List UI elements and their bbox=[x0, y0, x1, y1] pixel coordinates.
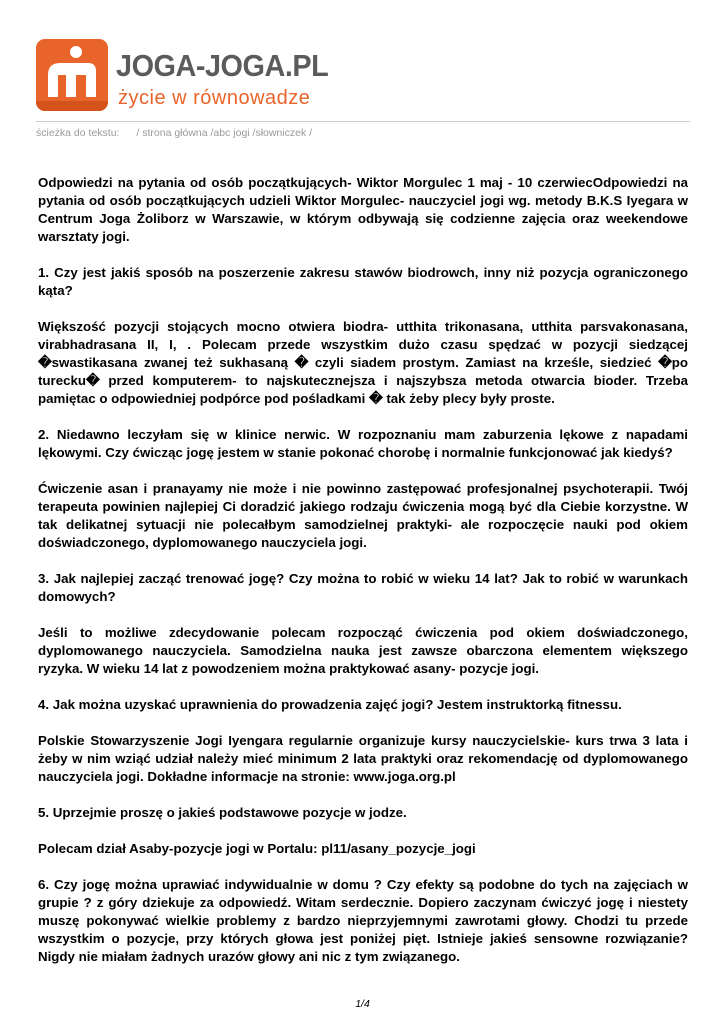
question-6: 6. Czy jogę można uprawiać indywidualnie w domu ? Czy efekty są podobne do tych na zajęciach w grupie ? z góry dziekuje za odpowiedź. Witam serdecznie. Dopiero zaczynam ćwiczyć jogę i niestety muszę pokonywać wielkie problemy z bardzo nieprzyjemnymi zawrotami głowy. Chodzi tu przede wszystkim o pozycje, przy których głowa jest poniżej pięt. Istnieje jakieś sensowne rozwiązanie? Nigdy nie miałam żadnych urazów głowy ani nic z tym związanego. bbox=[38, 877, 688, 964]
article-intro: Odpowiedzi na pytania od osób początkujących- Wiktor Morgulec 1 maj - 10 czerwiecOdpowiedzi na pytania od osób początkujących udzieli Wiktor Morgulec- nauczyciel jogi wg. metody B.K.S Iyegara w Centrum Joga Żoliborz w Warszawie, w którym odbywają się codzienne zajęcia oraz weekendowe warsztaty jogi. bbox=[38, 175, 688, 244]
answer-3: Jeśli to możliwe zdecydowanie polecam rozpocząć ćwiczenia pod okiem doświadczonego, dyplomowanego nauczyciela. Samodzielna nauka jest zawsze obarczona elementem większego ryzyka. W wieku 14 lat z powodzeniem można praktykować asany- pozycje jogi. bbox=[38, 625, 688, 676]
question-5: 5. Uprzejmie proszę o jakieś podstawowe pozycje w jodze. bbox=[38, 805, 407, 820]
answer-5: Polecam dział Asaby-pozycje jogi w Portalu: pl11/asany_pozycje_jogi bbox=[38, 841, 476, 856]
breadcrumb bbox=[36, 127, 312, 139]
pose-figure-icon bbox=[36, 39, 108, 111]
breadcrumb-label: ścieżka do tekstu: bbox=[36, 127, 120, 139]
article-body bbox=[38, 174, 688, 984]
answer-4: Polskie Stowarzyszenie Jogi Iyengara regularnie organizuje kursy nauczycielskie- kurs trwa 3 lata i żeby w nim wziąć udział należy mieć minimum 2 lata praktyki oraz rekomendację od dyplomowanego nauczyciela jogi. Dokładne informacje na stronie: www.joga.org.pl bbox=[38, 733, 688, 784]
site-header bbox=[36, 39, 336, 113]
site-logo-title[interactable]: JOGA-JOGA.PL bbox=[116, 48, 329, 83]
answer-2: Ćwiczenie asan i pranayamy nie może i nie powinno zastępować profesjonalnej psychoterapii. Twój terapeuta powinien najlepiej Ci doradzić jakiego rodzaju ćwiczenia mogą być dla Ciebie korzystne. W tak delikatnej sytuacji nie polecałbym samodzielnej praktyki- ale rozpoczęcie nauki pod okiem doświadczonego, dyplomowanego nauczyciela jogi. bbox=[38, 481, 688, 550]
breadcrumb-path[interactable]: / strona główna /abc jogi /słowniczek / bbox=[136, 127, 313, 139]
header-divider bbox=[36, 121, 690, 122]
site-logo-subtitle: życie w równowadze bbox=[118, 87, 311, 109]
question-1: 1. Czy jest jakiś sposób na poszerzenie zakresu stawów biodrowch, inny niż pozycja ograniczonego kąta? bbox=[38, 265, 688, 298]
page-number: 1/4 bbox=[355, 998, 370, 1010]
question-3: 3. Jak najlepiej zacząć trenować jogę? Czy można to robić w wieku 14 lat? Jak to robić w warunkach domowych? bbox=[38, 571, 688, 604]
question-4: 4. Jak można uzyskać uprawnienia do prowadzenia zajęć jogi? Jestem instruktorką fitnessu. bbox=[38, 697, 622, 712]
answer-1: Większość pozycji stojących mocno otwiera biodra- utthita trikonasana, utthita parsvakonasana, virabhadrasana II, I, . Polecam przede wszystkim dużo czasu spędzać w pozycji siedzącej �swastikasana zwanej też sukhasaną � czyli siadem prostym. Zamiast na krześle, siedzieć �po turecku� przed komputerem- to najskutecznejsza i najszybsza metoda otwarcia bioder. Trzeba pamiętac o odpowiedniej podpórce pod pośladkami � tak żeby plecy były proste. bbox=[38, 319, 688, 406]
question-2: 2. Niedawno leczyłam się w klinice nerwic. W rozpoznaniu mam zaburzenia lękowe z napadami lękowymi. Czy ćwicząc jogę jestem w stanie pokonać chorobę i normalnie funkcjonować jak kiedyś? bbox=[38, 427, 688, 460]
